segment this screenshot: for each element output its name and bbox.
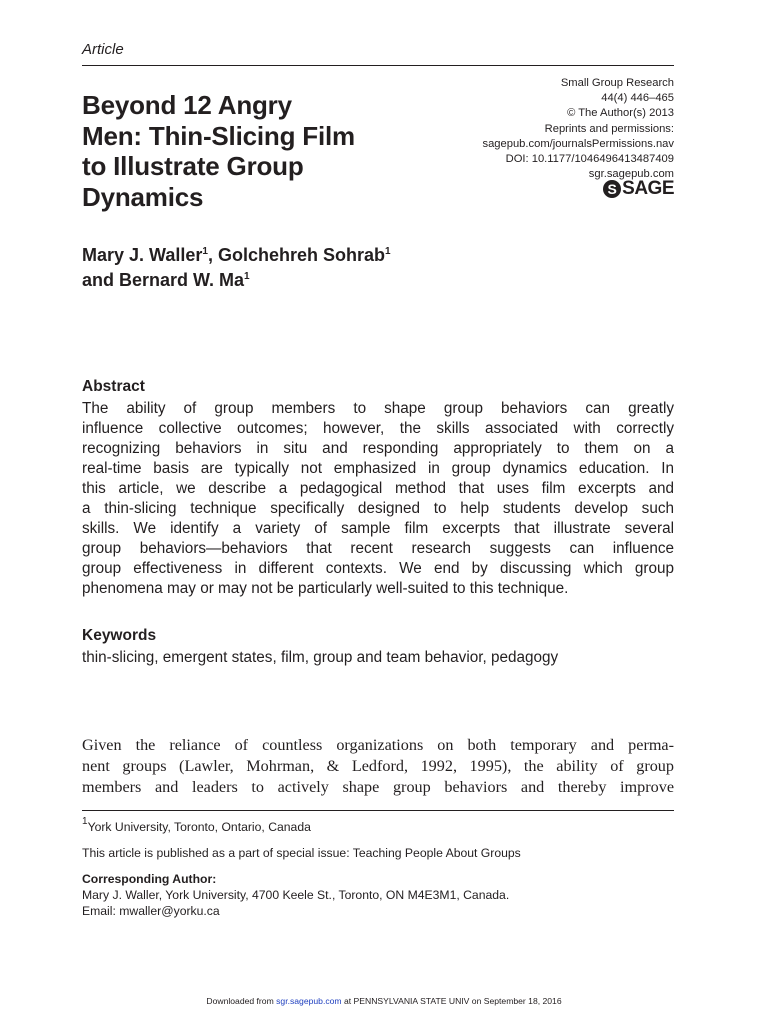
body-line: Given the reliance of countless organizations on both temporary and perma- bbox=[82, 736, 674, 754]
body-paragraph bbox=[82, 735, 674, 798]
author-name: , Golchehreh Sohrab bbox=[207, 245, 385, 265]
corresponding-author-email[interactable]: Email: mwaller@yorku.ca bbox=[82, 904, 220, 918]
article-type-label: Article bbox=[82, 41, 124, 58]
sage-logo bbox=[603, 180, 674, 198]
abstract-line: group effectiveness in different contexts. We end by discussing which group bbox=[82, 560, 674, 577]
author-line bbox=[82, 243, 391, 268]
affiliation-footnote bbox=[82, 816, 682, 835]
author-list bbox=[82, 243, 391, 293]
abstract-line: skills. We identify a variety of sample film excerpts that illustrate several bbox=[82, 520, 674, 537]
header-rule bbox=[82, 65, 674, 66]
journal-name: Small Group Research bbox=[560, 77, 674, 89]
volume-pages: 44(4) 446–465 bbox=[601, 92, 674, 105]
title-line: Dynamics bbox=[82, 181, 204, 212]
body-line: nent groups (Lawler, Mohrman, & Ledford, 1992, 1995), the ability of group bbox=[82, 757, 674, 775]
download-site-link[interactable]: sgr.sagepub.com bbox=[276, 996, 342, 1006]
abstract-line: recognizing behaviors in situ and responding appropriately to them on a bbox=[82, 440, 674, 457]
sage-wordmark: SAGE bbox=[622, 178, 674, 199]
affiliation-mark: 1 bbox=[202, 246, 208, 257]
affiliation-mark: 1 bbox=[384, 246, 391, 257]
abstract-line: influence collective outcomes; however, the skills associated with correctly bbox=[82, 420, 674, 437]
affiliation-text: York University, Toronto, Ontario, Canada bbox=[87, 820, 311, 834]
abstract-heading: Abstract bbox=[82, 378, 145, 395]
abstract-line: this article, we describe a pedagogical method that uses film excerpts and bbox=[82, 480, 674, 497]
footnotes bbox=[82, 816, 682, 919]
keywords-heading: Keywords bbox=[82, 627, 157, 644]
permissions-link[interactable]: sagepub.com/journalsPermissions.nav bbox=[482, 137, 674, 150]
footnote-rule bbox=[82, 810, 674, 811]
author-line bbox=[82, 268, 391, 293]
special-issue-note: This article is published as a part of special issue: Teaching People About Groups bbox=[82, 846, 521, 860]
author-name: and Bernard W. Ma bbox=[82, 270, 245, 290]
corresponding-author-heading: Corresponding Author: bbox=[82, 872, 217, 886]
abstract-line: group behaviors—behaviors that recent research suggests can influence bbox=[82, 540, 674, 557]
sage-s-icon: S bbox=[603, 180, 621, 198]
abstract-line: The ability of group members to shape group behaviors can greatly bbox=[82, 400, 674, 417]
keywords-list: thin-slicing, emergent states, film, group and team behavior, pedagogy bbox=[82, 649, 559, 666]
download-prefix: Downloaded from bbox=[206, 996, 277, 1006]
affiliation-mark: 1 bbox=[82, 816, 88, 827]
doi[interactable]: DOI: 10.1177/1046496413487409 bbox=[505, 153, 674, 166]
abstract-line: a thin-slicing technique specifically designed to help students develop such bbox=[82, 500, 674, 517]
abstract-text bbox=[82, 399, 674, 599]
corresponding-author-address: Mary J. Waller, York University, 4700 Keele St., Toronto, ON M4E3M1, Canada. bbox=[82, 888, 510, 902]
title-line: Men: Thin-Slicing Film bbox=[82, 120, 355, 151]
reprints-label: Reprints and permissions: bbox=[544, 122, 674, 135]
body-line: members and leaders to actively shape group behaviors and thereby improve bbox=[82, 778, 674, 796]
title-line: Beyond 12 Angry bbox=[82, 90, 292, 120]
affiliation-mark: 1 bbox=[244, 271, 250, 282]
download-suffix: at PENNSYLVANIA STATE UNIV on September 18, 2016 bbox=[341, 996, 562, 1006]
journal-site-link[interactable]: sgr.sagepub.com bbox=[588, 168, 674, 181]
download-notice bbox=[0, 996, 768, 1006]
article-title bbox=[82, 90, 442, 212]
abstract-line: real-time basis are typically not emphasized in group dynamics education. In bbox=[82, 460, 674, 477]
author-name: Mary J. Waller bbox=[82, 245, 203, 265]
title-line: to Illustrate Group bbox=[82, 151, 304, 181]
abstract-line: phenomena may or may not be particularly well-suited to this technique. bbox=[82, 580, 569, 597]
copyright: © The Author(s) 2013 bbox=[567, 107, 674, 120]
